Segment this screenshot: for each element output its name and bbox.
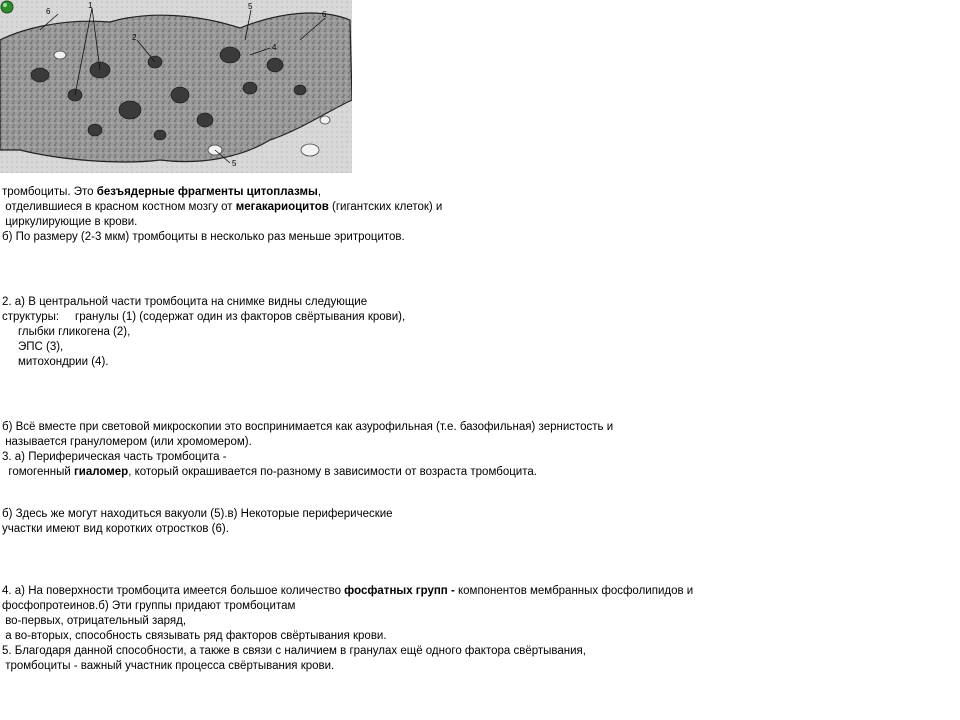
text-line-13: гомогенный гиаломер, который окрашивается по-разному в зависимости от возраста тромбоцита. <box>2 466 537 478</box>
text-line-8: ЭПС (3), <box>2 341 64 353</box>
text-line-4: б) По размеру (2-3 мкм) тромбоциты в несколько раз меньше эритроцитов. <box>2 231 405 243</box>
micrograph-label-1: 1 <box>88 1 93 10</box>
micrograph-label-6: 6 <box>46 7 51 16</box>
text-line-20: 5. Благодаря данной способности, а также в связи с наличием в гранулах ещё одного фактора свёртывания, <box>2 645 586 657</box>
text-line-18: во-первых, отрицательный заряд, <box>2 615 187 627</box>
text-line-6: структуры: гранулы (1) (содержат один из факторов свёртывания крови), <box>2 311 406 323</box>
text-line-1: тромбоциты. Это безъядерные фрагменты цитоплазмы, <box>2 186 322 198</box>
text-line-21: тромбоциты - важный участник процесса свёртывания крови. <box>2 660 335 672</box>
micrograph-label-6b: 6 <box>322 10 327 19</box>
text-line-12: 3. а) Периферическая часть тромбоцита - <box>2 451 227 463</box>
text-line-2: отделившиеся в красном костном мозгу от мегакариоцитов (гигантских клеток) и <box>2 201 443 213</box>
text-line-10: б) Всё вместе при световой микроскопии это воспринимается как азурофильная (т.е. базофильная) зернистость и <box>2 421 614 433</box>
green-bullet-icon <box>1 1 13 13</box>
platelet-micrograph <box>0 0 352 173</box>
text-line-17: фосфопротеинов.б) Эти группы придают тромбоцитам <box>2 600 296 612</box>
micrograph-label-4: 4 <box>272 43 277 52</box>
text-line-3: циркулирующие в крови. <box>2 216 138 228</box>
text-line-11: называется грануломером (или хромомером). <box>2 436 252 448</box>
micrograph-label-5b: 5 <box>232 159 237 168</box>
text-line-16: 4. а) На поверхности тромбоцита имеется большое количество фосфатных групп - компонентов мембранных фосфолипидов и <box>2 585 694 597</box>
text-line-19: а во-вторых, способность связывать ряд факторов свёртывания крови. <box>2 630 387 642</box>
text-line-14: б) Здесь же могут находиться вакуоли (5).в) Некоторые периферические <box>2 508 393 520</box>
text-line-15: участки имеют вид коротких отростков (6). <box>2 523 229 535</box>
text-line-5: 2. а) В центральной части тромбоцита на снимке видны следующие <box>2 296 368 308</box>
micrograph-label-5: 5 <box>248 2 253 11</box>
micrograph-label-2: 2 <box>132 33 137 42</box>
text-line-9: митохондрии (4). <box>2 356 109 368</box>
text-line-7: глыбки гликогена (2), <box>2 326 131 338</box>
